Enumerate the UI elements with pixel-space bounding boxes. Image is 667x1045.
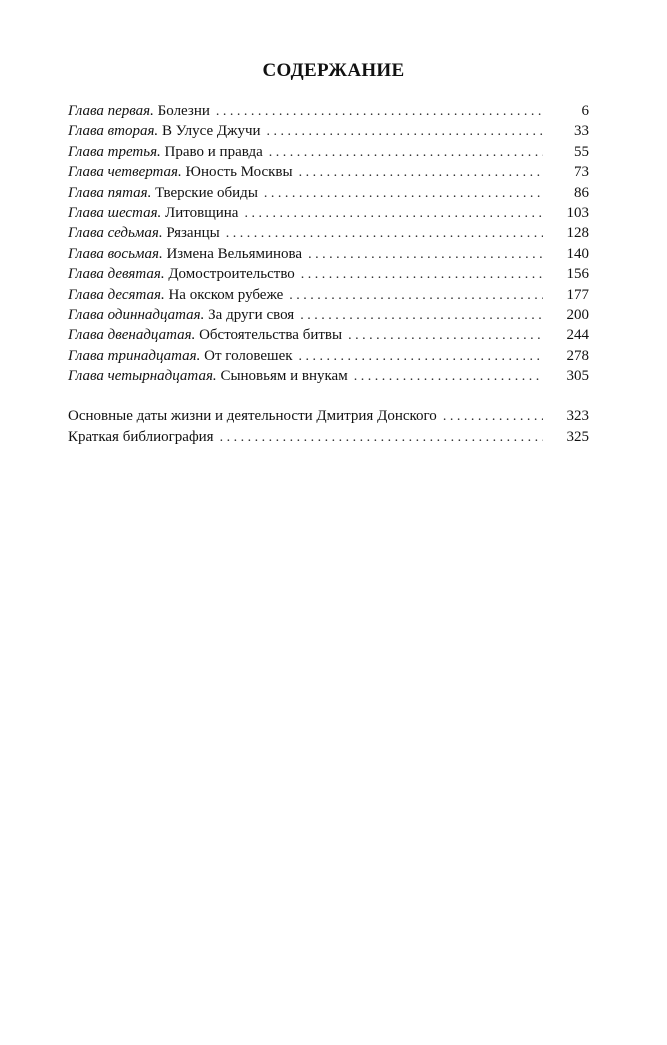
dot-leader [264, 184, 543, 204]
dot-leader [308, 245, 543, 265]
appendix-title: Основные даты жизни и деятельности Дмитрия Донского [68, 408, 437, 425]
toc-entry-label [68, 142, 263, 162]
toc-entry[interactable] [68, 366, 589, 386]
toc-entry[interactable] [68, 223, 589, 243]
chapter-title: Болезни [157, 103, 210, 119]
dot-leader [220, 428, 543, 448]
toc-entry[interactable] [68, 325, 589, 345]
page-number: 55 [574, 143, 589, 160]
toc-entry-label [68, 183, 258, 203]
toc-entry[interactable] [68, 285, 589, 305]
page-number: 177 [566, 286, 589, 303]
toc-entry[interactable] [68, 346, 589, 366]
dot-leader [301, 265, 543, 285]
chapter-number: Глава одиннадцатая. [68, 306, 205, 323]
chapter-number: Глава двенадцатая. [68, 327, 196, 344]
chapter-title: Тверские обиды [155, 184, 258, 201]
toc-entry[interactable] [68, 183, 589, 203]
chapter-number: Глава третья. [68, 143, 161, 160]
dot-leader [299, 163, 543, 183]
dot-leader [226, 224, 543, 244]
dot-leader [267, 122, 543, 142]
page-number: 305 [566, 368, 589, 385]
page-number: 140 [566, 245, 589, 262]
chapter-title: На окском рубеже [168, 286, 284, 303]
toc-entry[interactable] [68, 203, 589, 223]
chapter-number: Глава первая. [68, 103, 154, 119]
toc-entry-label [68, 244, 302, 264]
chapter-number: Глава шестая. [68, 204, 162, 221]
chapter-number: Глава девятая. [68, 266, 165, 283]
toc-entry-label [68, 285, 283, 305]
page-number: 323 [566, 408, 589, 425]
chapter-number: Глава тринадцатая. [68, 347, 201, 364]
chapter-number: Глава вторая. [68, 123, 159, 140]
chapter-title: От головешек [204, 347, 293, 364]
chapter-title: Литовщина [165, 204, 239, 221]
page-number: 156 [566, 266, 589, 283]
dot-leader [244, 204, 543, 224]
page-title: СОДЕРЖАНИЕ [262, 60, 405, 81]
toc-entry[interactable] [68, 264, 589, 284]
toc-entry-label [68, 101, 210, 121]
page-number: 128 [566, 225, 589, 242]
appendix-list [68, 406, 589, 447]
toc-entry[interactable] [68, 101, 589, 121]
page-number: 73 [574, 164, 589, 181]
page-number: 278 [566, 347, 589, 364]
appendix-title: Краткая библиография [68, 428, 214, 445]
chapter-number: Глава десятая. [68, 286, 165, 303]
toc-entry[interactable] [68, 427, 589, 447]
page-number: 325 [566, 428, 589, 445]
dot-leader [289, 286, 543, 306]
toc-entry-label [68, 223, 220, 243]
dot-leader [443, 407, 543, 427]
chapter-title: Юность Москвы [185, 164, 293, 181]
dot-leader [299, 347, 543, 367]
chapter-title: Обстоятельства битвы [199, 327, 343, 344]
chapter-number: Глава четвертая. [68, 164, 182, 181]
chapter-number: Глава седьмая. [68, 225, 163, 242]
page-number: 86 [574, 184, 589, 201]
chapter-title: Рязанцы [166, 225, 220, 242]
dot-leader [269, 143, 543, 163]
toc-entry-label [68, 162, 293, 182]
toc-entry[interactable] [68, 244, 589, 264]
chapter-title: Измена Вельяминова [166, 245, 303, 262]
toc-entry-label [68, 264, 295, 284]
chapter-title: В Улусе Джучи [161, 123, 261, 140]
chapter-title: Домостроительство [168, 266, 295, 283]
page-number: 6 [581, 103, 589, 119]
toc-entry[interactable] [68, 162, 589, 182]
toc-entry[interactable] [68, 305, 589, 325]
toc-entry-label [68, 305, 294, 325]
dot-leader [216, 102, 543, 122]
toc-entry-label [68, 366, 348, 386]
chapter-number: Глава четырнадцатая. [68, 368, 217, 385]
dot-leader [354, 367, 543, 387]
chapter-title: Право и правда [164, 143, 263, 160]
toc-entry[interactable] [68, 406, 589, 426]
page-number: 200 [566, 306, 589, 323]
chapter-title: За други своя [208, 306, 295, 323]
table-of-contents [68, 101, 589, 447]
page-number: 33 [574, 123, 589, 140]
page-number: 244 [566, 327, 589, 344]
toc-entry-label [68, 325, 342, 345]
dot-leader [348, 326, 543, 346]
page-number: 103 [566, 204, 589, 221]
dot-leader [300, 306, 543, 326]
toc-entry[interactable] [68, 142, 589, 162]
toc-entry[interactable] [68, 121, 589, 141]
chapter-number: Глава пятая. [68, 184, 152, 201]
toc-entry-label [68, 203, 238, 223]
toc-entry-label [68, 121, 261, 141]
toc-entry-label [68, 346, 293, 366]
chapter-title: Сыновьям и внукам [220, 368, 348, 385]
chapter-list [68, 101, 589, 386]
chapter-number: Глава восьмая. [68, 245, 163, 262]
